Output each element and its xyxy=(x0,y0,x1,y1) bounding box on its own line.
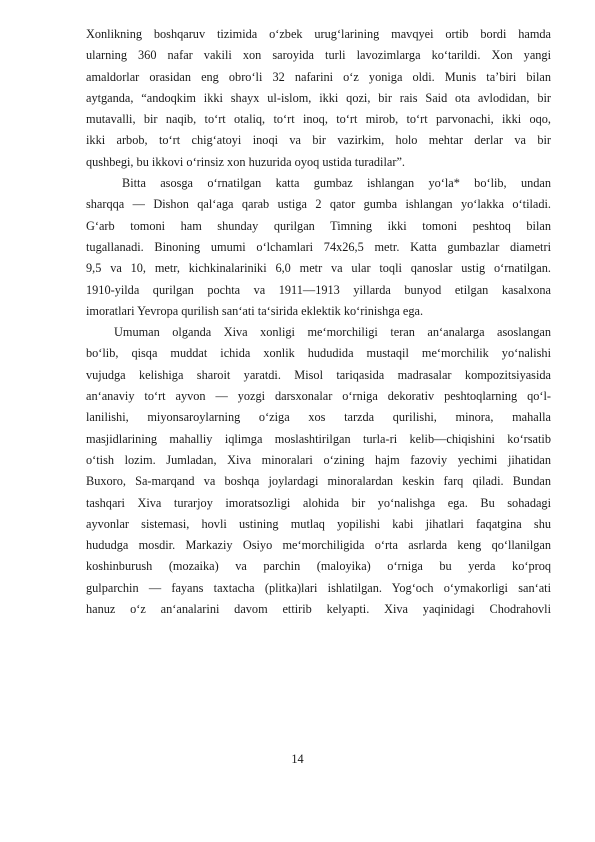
text-line: hanuz o‘z an‘analarini davom ettirib kelyapti. Xiva yaqinidagi Chodrahovli xyxy=(86,602,551,617)
text-line: Xonlikning boshqaruv tizimida o‘zbek urug‘larining mavqyei ortib bordi hamda xyxy=(86,27,551,41)
text-line: qushbegi, bu ikkovi o‘rinsiz xon huzurida oyoq ustida turadilar”. xyxy=(86,154,405,169)
text-line: ularning 360 nafar vakili xon saroyida turli lavozimlarga ko‘tarildi. Xon yangi xyxy=(86,48,551,63)
text-line: mutavalli, bir naqib, to‘rt otaliq, to‘rt inoq, to‘rt mirob, to‘rt parvonachi, ikki oqo, xyxy=(86,112,551,127)
text-line: aytganda, “andoqkim ikki shayx ul-islom, ikki qozi, bir rais Said ota avlodidan, bir xyxy=(86,90,551,105)
text-line: o‘tish lozim. Jumladan, Xiva minoralari o‘zining hajm fazoviy yechimi jihatidan xyxy=(86,452,551,467)
text-line: sharqqa — Dishon qal‘aga qarab ustiga 2 qator gumba ishlangan yo‘lakka o‘tiladi. xyxy=(86,197,551,212)
text-line: masjidlarining mahalliy iqlimga moslashtirilgan turla-ri kelib—chiqishini ko‘rsatib xyxy=(86,431,551,446)
text-line: lanilishi, miyonsaroylarning o‘ziga xos tarzda qurilishi, minora, mahalla xyxy=(86,410,551,425)
text-line: gulparchin — fayans taxtacha (plitka)lari ishlatilgan. Yog‘och o‘ymakorligi san‘ati xyxy=(86,580,551,595)
text-line: an‘anaviy to‘rt ayvon — yozgi darsxonalar o‘rniga dekorativ peshtoqlarning qo‘l- xyxy=(86,389,551,404)
text-line: hududga mosdir. Markaziy Osiyo me‘morchiligida o‘rta asrlarda keng qo‘llanilgan xyxy=(86,538,551,553)
page-number: 14 xyxy=(291,752,304,766)
text-line: bo‘lib, qisqa muddat ichida xonlik hududida mustaqil me‘morchilik yo‘nalishi xyxy=(86,346,551,361)
text-line: amaldorlar orasidan eng obro‘li 32 nafarini o‘z yoniga oldi. Munis ta’biri bilan xyxy=(86,69,551,84)
text-line: vujudga kelishiga sharoit yaratdi. Misol tariqasida madrasalar kompozitsiyasida xyxy=(86,367,551,382)
text-line: ayvonlar sistemasi, hovli ustining mutlaq yopilishi kabi jihatlari faqatgina shu xyxy=(86,516,551,531)
text-line: ikki arbob, to‘rt chig‘atoyi inoqi va bir vazirkim, holo mehtar derlar va bir xyxy=(86,133,551,148)
text-line: imoratlari Yevropa qurilish san‘ati ta‘sirida eklektik ko‘rinishga ega. xyxy=(86,303,424,318)
text-line: 9,5 va 10, metr, kichkinalariniki 6,0 metr va ular toqli qanoslar ustig o‘rnatilgan. xyxy=(86,261,551,276)
text-line: tugallanadi. Binoning umumi o‘lchamlari 74x26,5 metr. Katta gumbazlar diametri xyxy=(86,239,551,254)
text-line: 1910-yilda qurilgan pochta va 1911—1913 yillarda bunyod etilgan kasalxona xyxy=(86,282,551,297)
text-line: koshinburush (mozaika) va parchin (maloyika) o‘rniga bu yerda ko‘proq xyxy=(86,559,551,574)
paragraph xyxy=(86,24,551,173)
paragraph xyxy=(86,173,551,322)
paragraph xyxy=(86,322,551,620)
text-line: G‘arb tomoni ham shunday qurilgan Timning ikki tomoni peshtoq bilan xyxy=(86,218,551,233)
text-line: Bitta asosga o‘rnatilgan katta gumbaz ishlangan yo‘la* bo‘lib, undan xyxy=(122,176,551,191)
text-line: Umuman olganda Xiva xonligi me‘morchiligi teran an‘analarga asoslangan xyxy=(114,325,551,340)
document-body xyxy=(86,24,551,620)
text-line: tashqari Xiva turarjoy imoratsozligi alohida bir yo‘nalishga ega. Bu sohadagi xyxy=(86,495,551,510)
text-line: Buxoro, Sa-marqand va boshqa joylardagi minoralardan keskin farq qiladi. Bundan xyxy=(86,474,551,489)
